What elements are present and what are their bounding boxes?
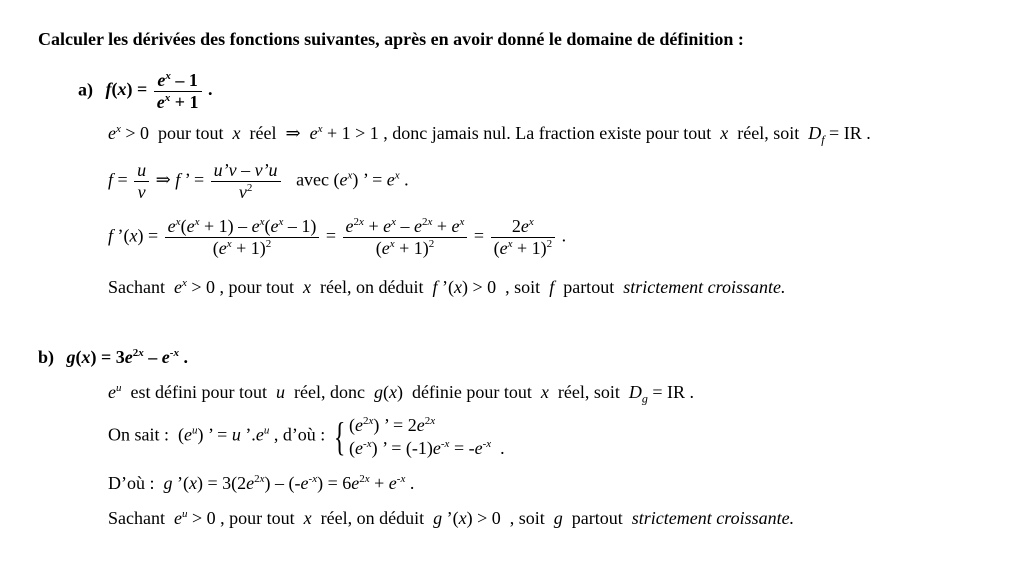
part-b-conclusion-mid2: réel, on déduit xyxy=(320,508,425,528)
part-a-conclusion-italic: strictement croissante. xyxy=(623,277,786,297)
part-a-function: f(x) = $\frac{e^x - 1}{e^x + 1}$ . xyxy=(105,70,213,112)
part-a-conclusion-prefix: Sachant xyxy=(108,277,165,297)
part-b-conclusion-partout: partout xyxy=(571,508,623,528)
part-a-conclusion-end: , soit xyxy=(505,277,541,297)
part-a-derivative: f ’(x) = $\frac{e^x(e^x + 1) - e^x(e^x - 1)}{(e^x + 1)^2}$ = $\frac{e^{2x} + e^x - e^{2x} + e^x}{(e^x + 1)^2}$ = $\frac{2e^x}{(e^x + 1)^2}$ . xyxy=(108,216,567,258)
part-b-heading xyxy=(38,348,188,368)
part-a-domain-line: $e^x > 0$ pour tout x réel ⇒ $e^x + 1 > 1$ , donc jamais nul. La fraction existe pour tout x réel, soit $D_f$ = IR . xyxy=(108,123,871,147)
part-a-conclusion: Sachant $e^x > 0$ , pour tout x réel, on déduit f ’(x) > 0 , soit f partout strictement croissante. xyxy=(108,277,786,297)
part-b-conclusion-prefix: Sachant xyxy=(108,508,165,528)
system-brace: { xyxy=(333,413,346,459)
part-a-conclusion-mid2: réel, on déduit xyxy=(320,277,424,297)
part-b-domain-line: $e^u$ est défini pour tout u réel, donc g(x) définie pour tout x réel, soit $D_g$ = IR . xyxy=(108,382,695,406)
part-b-function: $g(x) = 3e^{2x} - e^{-x}$ . xyxy=(66,347,188,367)
part-b-conclusion-end: , soit xyxy=(509,508,545,528)
part-a-conclusion-partout: partout xyxy=(563,277,615,297)
part-b-label: b) xyxy=(38,347,55,367)
part-b-known-derivatives: On sait : $(e^u)$ ’ = u $’.e^u$ , d’où : { $(e^{2x})$ ’ = $2e^{2x}$ $(e^{-x})$ ’ = $(-1)e^{-x} = -e^{-x}$ . xyxy=(108,413,505,459)
part-a-label: a) xyxy=(78,79,93,100)
part-b-conclusion-mid: , pour tout xyxy=(220,508,295,528)
part-a-conclusion-mid: , pour tout xyxy=(219,277,295,297)
part-a-heading xyxy=(78,70,213,112)
part-b-derivative-prefix: D’où : xyxy=(108,473,155,493)
part-b-derivative: D’où : g ’(x) = $3(2e^{2x}) - (-e^{-x}) = 6e^{2x} + e^{-x}$ . xyxy=(108,473,415,493)
part-b-conclusion-italic: strictement croissante. xyxy=(631,508,795,528)
exercise-title: Calculer les dérivées des fonctions suivantes, après en avoir donné le domaine de définition : xyxy=(38,29,744,49)
part-a-quotient-rule: f = $\frac{u}{v}$ ⇒ f ’ = $\frac{u’v - v’u}{v^2}$ avec $(e^x)$ ’ = $e^x$ . xyxy=(108,160,409,202)
part-b-known-prefix: On sait : xyxy=(108,424,169,445)
derivative-system xyxy=(349,414,505,459)
system-line-2: $(e^{-x})$ ’ = $(-1)e^{-x} = -e^{-x}$ . xyxy=(349,437,505,458)
system-line-1: $(e^{2x})$ ’ = $2e^{2x}$ xyxy=(349,415,436,435)
part-b-conclusion: Sachant $e^u > 0$ , pour tout x réel, on déduit g ’(x) > 0 , soit g partout strictement croissante. xyxy=(108,508,795,528)
